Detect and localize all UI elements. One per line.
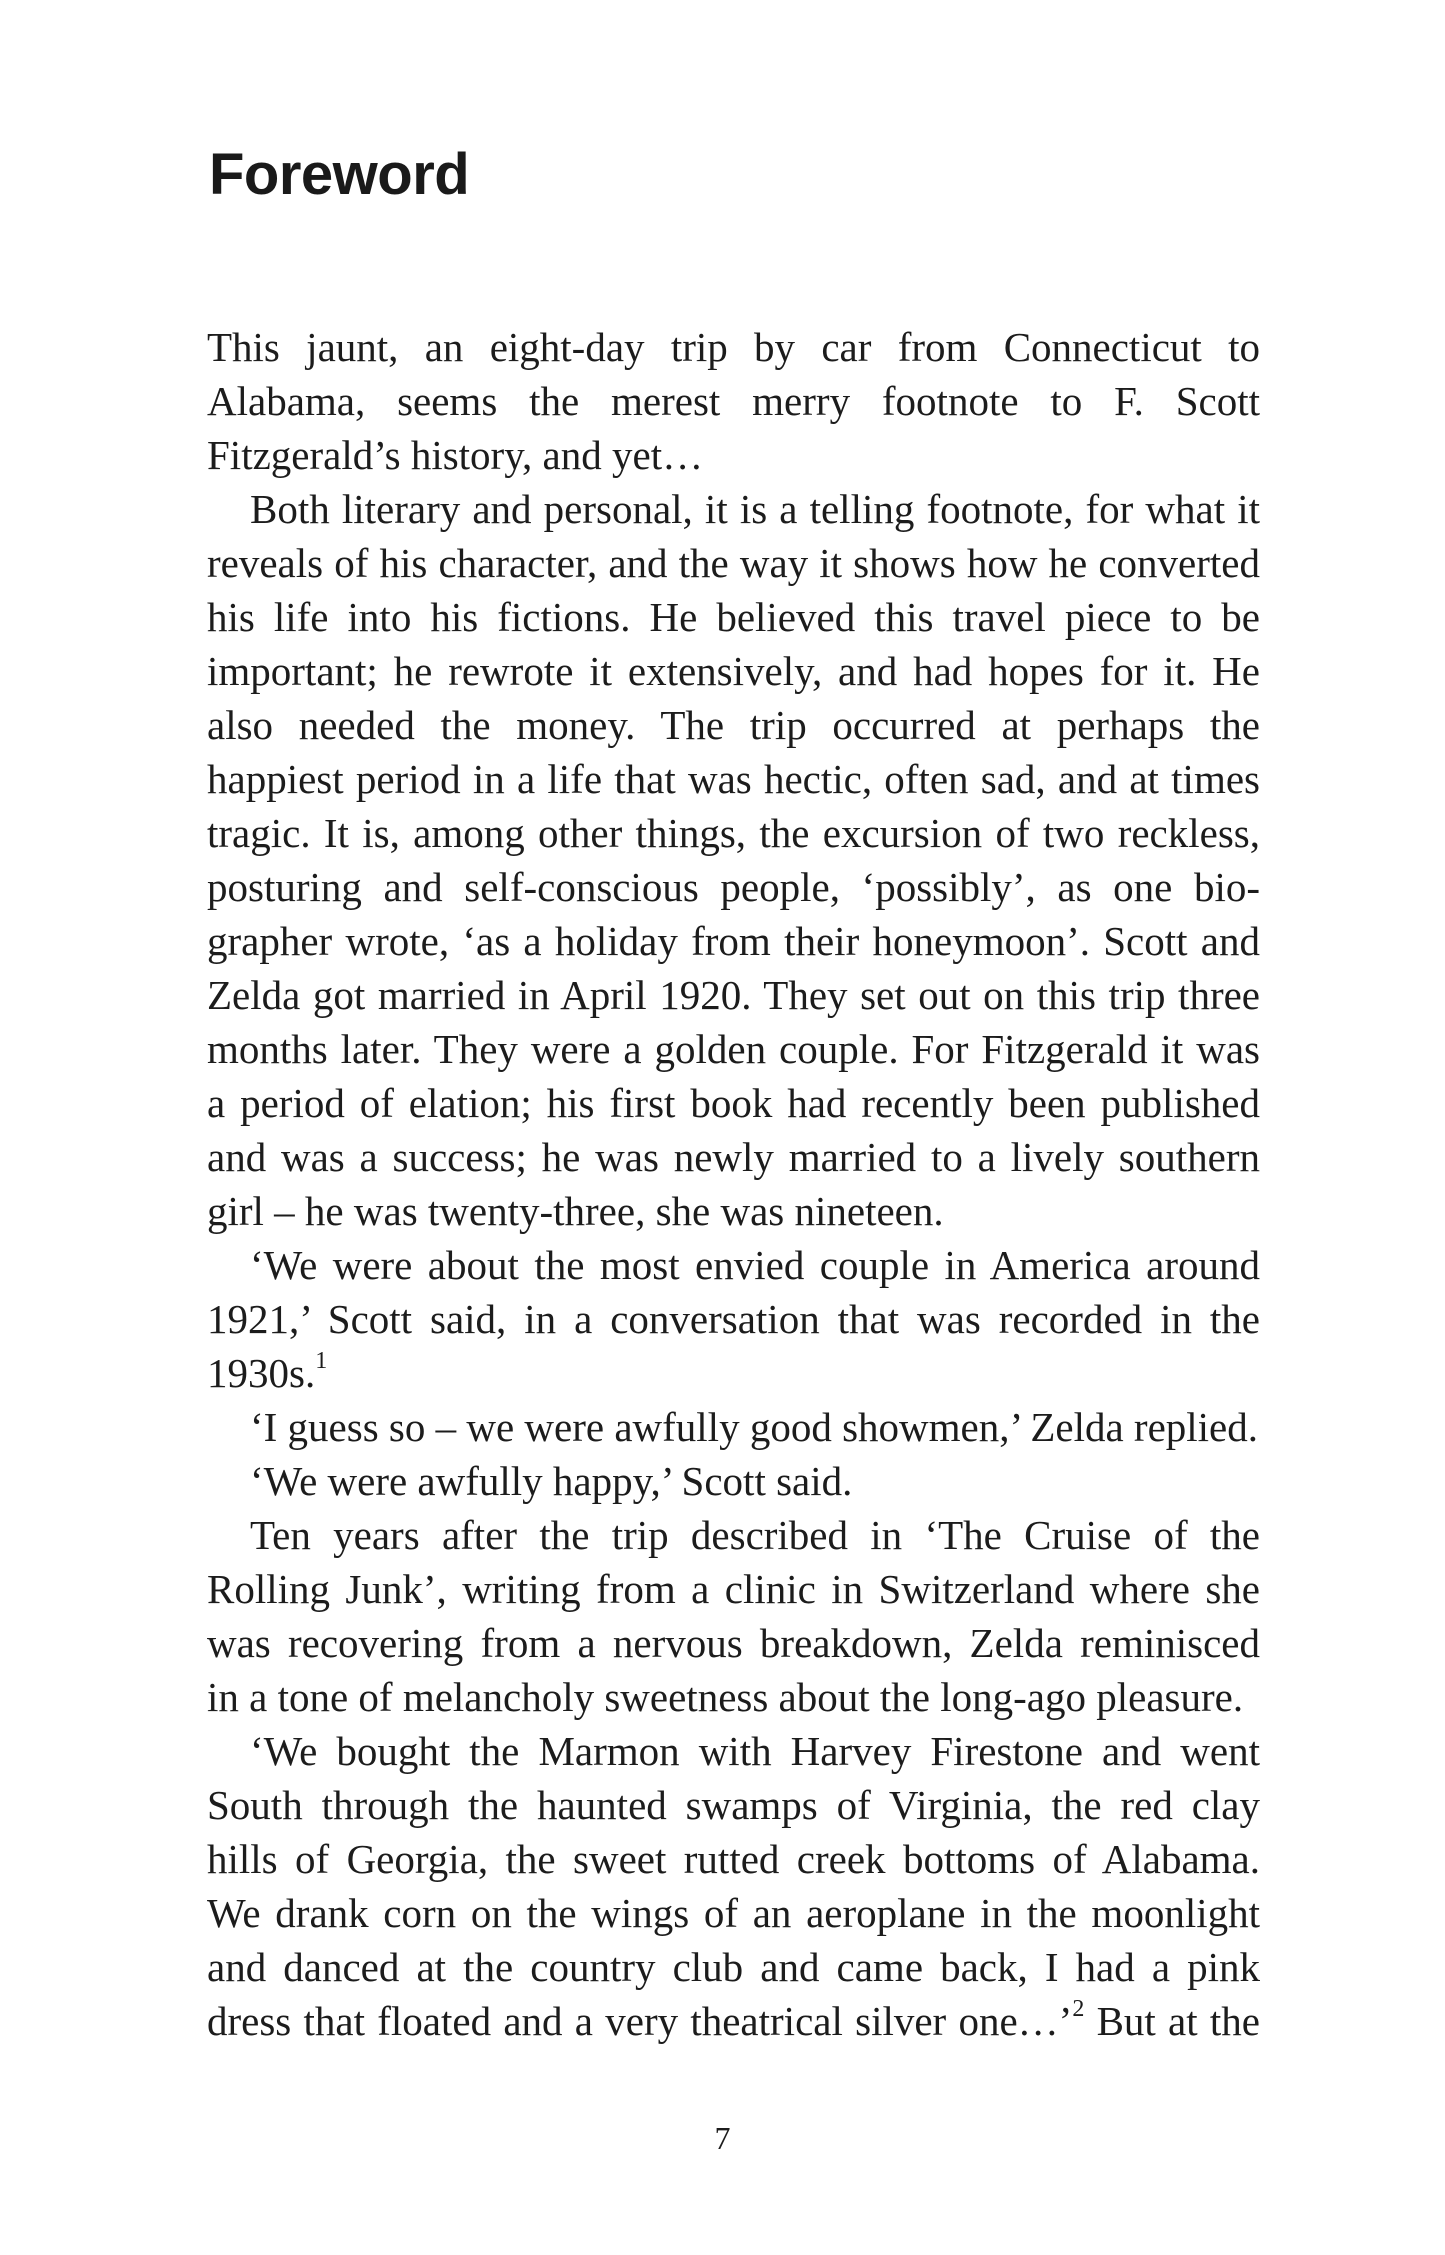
text-line: tragic. It is, among other things, the excursion of two reckless, xyxy=(207,810,1260,856)
text-line: Ten years after the trip described in ‘The Cruise of the xyxy=(250,1512,1260,1558)
text-line: We drank corn on the wings of an aeroplane in the moonlight xyxy=(207,1890,1260,1936)
chapter-heading: Foreword xyxy=(209,142,470,207)
text-line: grapher wrote, ‘as a holiday from their honeymoon’. Scott and xyxy=(207,918,1260,964)
text-line: girl – he was twenty-three, she was nineteen. xyxy=(207,1188,944,1234)
paragraph xyxy=(207,1454,1260,1508)
paragraph xyxy=(207,320,1260,482)
footnote-reference[interactable]: 1 xyxy=(315,1348,328,1375)
text-line: reveals of his character, and the way it shows how he converted xyxy=(207,540,1260,586)
text-line: ‘We bought the Marmon with Harvey Firestone and went xyxy=(250,1728,1260,1774)
body-text xyxy=(207,320,1260,2048)
text-line: and was a success; he was newly married to a lively southern xyxy=(207,1134,1260,1180)
text-line: his life into his fictions. He believed this travel piece to be xyxy=(207,594,1260,640)
text-line: This jaunt, an eight-day trip by car from Connecticut to xyxy=(207,324,1260,370)
text-line: was recovering from a nervous breakdown, Zelda reminisced xyxy=(207,1620,1260,1666)
text-line: ‘We were about the most envied couple in America around xyxy=(250,1242,1260,1288)
text-line: a period of elation; his first book had recently been published xyxy=(207,1080,1260,1126)
text-line: 1921,’ Scott said, in a conversation that was recorded in the xyxy=(207,1296,1260,1342)
text-line: Alabama, seems the merest merry footnote to F. Scott xyxy=(207,378,1260,424)
text-line: also needed the money. The trip occurred at perhaps the xyxy=(207,702,1260,748)
text-line: posturing and self-conscious people, ‘possibly’, as one bio- xyxy=(207,864,1260,910)
text-line: in a tone of melancholy sweetness about the long-ago pleasure. xyxy=(207,1674,1244,1720)
text-line: hills of Georgia, the sweet rutted creek bottoms of Alabama. xyxy=(207,1836,1260,1882)
text-line: Rolling Junk’, writing from a clinic in Switzerland where she xyxy=(207,1566,1260,1612)
footnote-reference[interactable]: 2 xyxy=(1072,1996,1085,2023)
text-line: happiest period in a life that was hectic, often sad, and at times xyxy=(207,756,1260,802)
text-line: Both literary and personal, it is a telling footnote, for what it xyxy=(250,486,1260,532)
text-line xyxy=(207,1994,1260,2048)
text-line: ‘I guess so – we were awfully good showmen,’ Zelda replied. xyxy=(250,1404,1259,1450)
line-text: dress that floated and a very theatrical silver one…’ xyxy=(207,1998,1073,2044)
paragraph xyxy=(207,482,1260,1238)
text-line xyxy=(207,1346,1260,1400)
text-line: Fitzgerald’s history, and yet… xyxy=(207,432,704,478)
text-line: Zelda got married in April 1920. They set out on this trip three xyxy=(207,972,1260,1018)
page-number: 7 xyxy=(714,2120,731,2156)
line-text: 1930s. xyxy=(207,1350,316,1396)
text-line: months later. They were a golden couple. For Fitzgerald it was xyxy=(207,1026,1260,1072)
paragraph xyxy=(207,1238,1260,1400)
paragraph xyxy=(207,1508,1260,1724)
paragraph xyxy=(207,1400,1260,1454)
line-text-continued: But at the xyxy=(1084,1998,1260,2044)
paragraph xyxy=(207,1724,1260,2048)
text-line: ‘We were awfully happy,’ Scott said. xyxy=(250,1458,853,1504)
text-line: South through the haunted swamps of Virginia, the red clay xyxy=(207,1782,1260,1828)
text-line: important; he rewrote it extensively, and had hopes for it. He xyxy=(207,648,1260,694)
text-line: and danced at the country club and came back, I had a pink xyxy=(207,1944,1260,1990)
